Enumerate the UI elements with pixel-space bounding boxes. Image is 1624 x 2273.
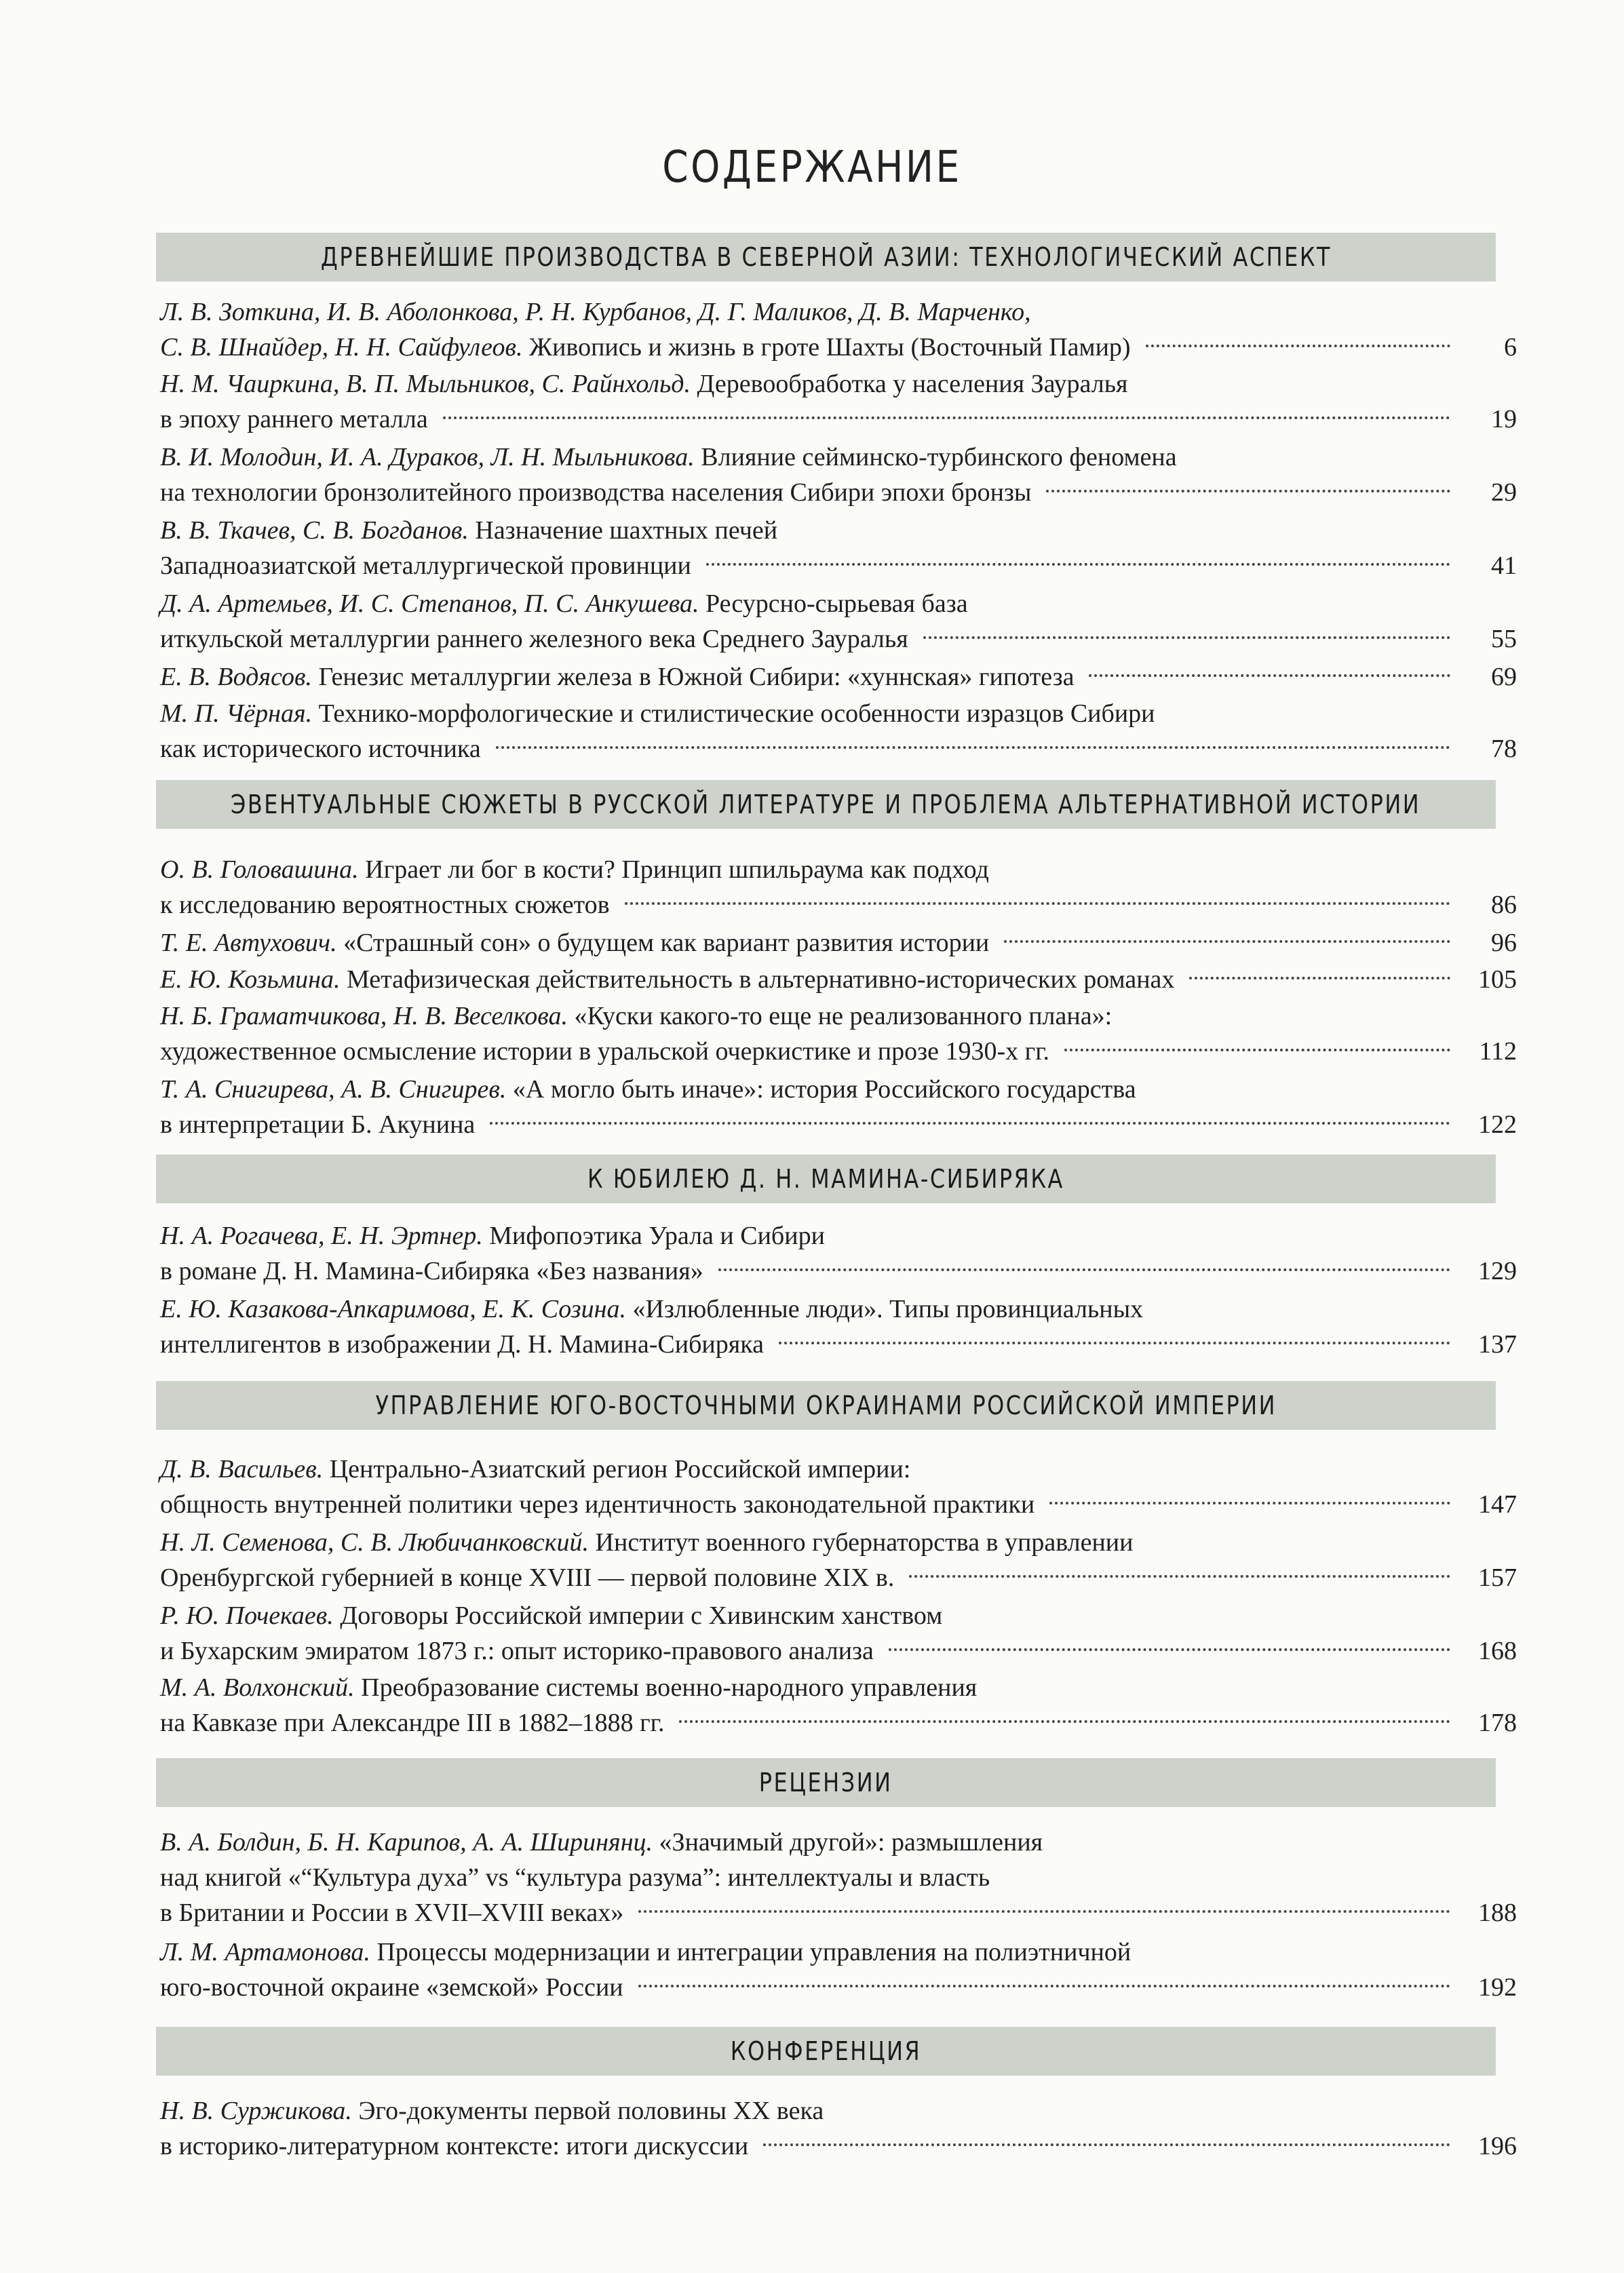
toc-entry[interactable]: [160, 1825, 1517, 1930]
page-number: 122: [1478, 1110, 1517, 1139]
entry-title: Назначение шахтных печей: [475, 516, 778, 545]
toc-entry[interactable]: [160, 2093, 1517, 2164]
entry-authors: Н. Б. Граматчикова, Н. В. Веселкова.: [160, 1002, 568, 1030]
entry-title: Эго-документы первой половины XX века: [358, 2097, 824, 2125]
entry-title: «Страшный сон» о будущем как вариант развития истории: [343, 929, 990, 957]
dot-leader: [779, 1342, 1450, 1344]
page-number: 192: [1478, 1973, 1517, 2002]
entry-title: и Бухарским эмиратом 1873 г.: опыт историко-правового анализа: [160, 1637, 874, 1665]
toc-entry[interactable]: [160, 925, 1517, 960]
dot-leader: [1189, 977, 1450, 979]
dot-leader: [706, 563, 1450, 566]
entry-authors: Н. М. Чаиркина, В. П. Мыльников, С. Райнхольд.: [160, 370, 691, 398]
page-number: 86: [1491, 891, 1517, 919]
dot-leader: [1064, 1049, 1450, 1051]
entry-title: Западноазиатской металлургической провинции: [160, 551, 691, 580]
entry-title: Преобразование системы военно-народного управления: [361, 1673, 978, 1702]
entry-authors: Л. М. Артамонова.: [160, 1938, 370, 1966]
entry-title: в Британии и России в XVII–XVIII веках»: [160, 1899, 624, 1927]
entry-title: Мифопоэтика Урала и Сибири: [489, 1222, 825, 1250]
entry-title: художественное осмысление истории в уральской очеркистике и прозе 1930-х гг.: [160, 1037, 1050, 1066]
entry-title: Договоры Российской империи с Хивинским ханством: [340, 1601, 943, 1630]
entry-authors: Т. Е. Автухович.: [160, 929, 337, 957]
dot-leader: [1004, 940, 1450, 943]
entry-title: в эпоху раннего металла: [160, 405, 428, 433]
entry-title: в интерпретации Б. Акунина: [160, 1110, 476, 1139]
toc-entry[interactable]: [160, 586, 1517, 657]
dot-leader: [638, 1910, 1450, 1913]
toc-entry[interactable]: [160, 696, 1517, 766]
entry-authors: Е. Ю. Казакова-Апкаримова, Е. К. Созина.: [160, 1295, 626, 1323]
entry-authors: Е. В. Водясов.: [160, 663, 312, 691]
page-number: 6: [1504, 333, 1517, 362]
entry-authors: В. В. Ткачев, С. В. Богданов.: [160, 516, 469, 545]
entry-authors: С. В. Шнайдер, Н. Н. Сайфулеов.: [160, 333, 523, 362]
toc-entry[interactable]: [160, 366, 1517, 437]
entry-title: в историко-литературном контексте: итоги дискуссии: [160, 2132, 749, 2160]
entry-title: Влияние сейминско-турбинского феномена: [701, 443, 1177, 471]
page-number: 105: [1478, 965, 1517, 994]
page-number: 96: [1491, 929, 1517, 957]
dot-leader: [625, 902, 1450, 905]
toc-entry[interactable]: [160, 1072, 1517, 1142]
entry-authors: М. П. Чёрная.: [160, 699, 313, 728]
dot-leader: [909, 1575, 1450, 1578]
entry-title: Генезис металлургии железа в Южной Сибири: «хуннская» гипотеза: [318, 663, 1075, 691]
page-number: 137: [1478, 1330, 1517, 1359]
entry-authors: М. А. Волхонский.: [160, 1673, 355, 1702]
toc-entry[interactable]: [160, 852, 1517, 922]
dot-leader: [1089, 674, 1450, 677]
entry-title: Оренбургской губернией в конце XVIII — первой половине XIX в.: [160, 1563, 895, 1592]
dot-leader: [1146, 345, 1450, 347]
toc-entry[interactable]: [160, 1598, 1517, 1669]
section-heading: ЭВЕНТУАЛЬНЫЕ СЮЖЕТЫ В РУССКОЙ ЛИТЕРАТУРЕ И ПРОБЛЕМА АЛЬТЕРНАТИВНОЙ ИСТОРИИ: [156, 780, 1496, 829]
section-heading: К ЮБИЛЕЮ Д. Н. МАМИНА-СИБИРЯКА: [156, 1154, 1496, 1203]
entry-authors: В. А. Болдин, Б. Н. Карипов, А. А. Ширинянц.: [160, 1828, 653, 1857]
entry-title: Живопись и жизнь в гроте Шахты (Восточный Памир): [529, 333, 1131, 362]
page-number: 19: [1491, 405, 1517, 433]
dot-leader: [679, 1720, 1450, 1723]
entry-title: интеллигентов в изображении Д. Н. Мамина-Сибиряка: [160, 1330, 764, 1359]
entry-authors: Р. Ю. Почекаев.: [160, 1601, 334, 1630]
toc-entry[interactable]: [160, 294, 1517, 365]
section-heading: ДРЕВНЕЙШИЕ ПРОИЗВОДСТВА В СЕВЕРНОЙ АЗИИ: ТЕХНОЛОГИЧЕСКИЙ АСПЕКТ: [156, 233, 1496, 281]
toc-entry[interactable]: [160, 513, 1517, 583]
entry-title: над книгой «“Культура духа” vs “культура разума”: интеллектуалы и власть: [160, 1863, 990, 1892]
entry-authors: О. В. Головашина.: [160, 855, 359, 884]
dot-leader: [889, 1648, 1450, 1651]
entry-title: «А могло быть иначе»: история Российского государства: [512, 1075, 1136, 1104]
entry-authors: Л. В. Зоткина, И. В. Аболонкова, Р. Н. Курбанов, Д. Г. Маликов, Д. В. Марченко,: [160, 298, 1031, 326]
entry-title: «Куски какого-то еще не реализованного плана»:: [574, 1002, 1113, 1030]
toc-entry[interactable]: [160, 1935, 1517, 2005]
entry-title: «Излюбленные люди». Типы провинциальных: [632, 1295, 1144, 1323]
entry-authors: Т. А. Снигирева, А. В. Снигирев.: [160, 1075, 507, 1104]
entry-title: общность внутренней политики через идентичность законодательной практики: [160, 1490, 1035, 1519]
entry-title: Центрально-Азиатский регион Российской империи:: [329, 1455, 911, 1483]
entry-authors: Д. А. Артемьев, И. С. Степанов, П. С. Анкушева.: [160, 589, 699, 618]
dot-leader: [443, 416, 1450, 419]
page-number: 168: [1478, 1637, 1517, 1665]
page-number: 147: [1478, 1490, 1517, 1519]
page-number: 78: [1491, 735, 1517, 763]
section-heading: КОНФЕРЕНЦИЯ: [156, 2027, 1496, 2076]
toc-entry[interactable]: [160, 1218, 1517, 1289]
page-number: 112: [1479, 1037, 1517, 1066]
section-heading: РЕЦЕНЗИИ: [156, 1758, 1496, 1807]
dot-leader: [763, 2143, 1450, 2146]
section-heading: УПРАВЛЕНИЕ ЮГО-ВОСТОЧНЫМИ ОКРАИНАМИ РОССИЙСКОЙ ИМПЕРИИ: [156, 1381, 1496, 1430]
page-number: 188: [1478, 1899, 1517, 1927]
page-number: 41: [1491, 551, 1517, 580]
entry-title: иткульской металлургии раннего железного века Среднего Зауралья: [160, 625, 908, 653]
dot-leader: [1046, 490, 1450, 492]
entry-title: как исторического источника: [160, 735, 481, 763]
page-number: 157: [1478, 1563, 1517, 1592]
dot-leader: [496, 746, 1450, 749]
page-title: СОДЕРЖАНИЕ: [662, 142, 962, 193]
entry-authors: Н. А. Рогачева, Е. Н. Эртнер.: [160, 1222, 483, 1250]
toc-entry[interactable]: [160, 440, 1517, 510]
page-number: 196: [1478, 2132, 1517, 2160]
entry-authors: Н. Л. Семенова, С. В. Любичанковский.: [160, 1528, 589, 1557]
toc-entry[interactable]: [160, 1525, 1517, 1595]
entry-title: «Значимый другой»: размышления: [659, 1828, 1043, 1857]
page-number: 29: [1491, 478, 1517, 507]
toc-entry[interactable]: [160, 1670, 1517, 1741]
toc-entry[interactable]: [160, 659, 1517, 695]
page-number: 129: [1478, 1257, 1517, 1285]
toc-entry[interactable]: [160, 1452, 1517, 1522]
toc-entry[interactable]: [160, 962, 1517, 997]
page-number: 69: [1491, 663, 1517, 691]
entry-title: Институт военного губернаторства в управлении: [595, 1528, 1134, 1557]
entry-title: Деревообработка у населения Зауралья: [697, 370, 1128, 398]
entry-title: Играет ли бог в кости? Принцип шпильраума как подход: [365, 855, 989, 884]
entry-title: Ресурсно-сырьевая база: [705, 589, 968, 618]
toc-entry[interactable]: [160, 1291, 1517, 1362]
dot-leader: [923, 636, 1450, 639]
dot-leader: [490, 1122, 1450, 1125]
entry-authors: В. И. Молодин, И. А. Дураков, Л. Н. Мыльникова.: [160, 443, 695, 471]
entry-title: на Кавказе при Александре III в 1882–1888 гг.: [160, 1709, 665, 1737]
toc-entry[interactable]: [160, 998, 1517, 1069]
entry-title: Метафизическая действительность в альтернативно-исторических романах: [346, 965, 1175, 994]
entry-authors: Д. В. Васильев.: [160, 1455, 324, 1483]
entry-title: юго-восточной окраине «земской» России: [160, 1973, 623, 2002]
dot-leader: [638, 1985, 1450, 1987]
page-number: 178: [1478, 1709, 1517, 1737]
entry-title: к исследованию вероятностных сюжетов: [160, 891, 610, 919]
entry-authors: Н. В. Суржикова.: [160, 2097, 352, 2125]
entry-title: в романе Д. Н. Мамина-Сибиряка «Без названия»: [160, 1257, 703, 1285]
entry-title: на технологии бронзолитейного производства населения Сибири эпохи бронзы: [160, 478, 1032, 507]
entry-authors: Е. Ю. Козьмина.: [160, 965, 341, 994]
entry-title: Технико-морфологические и стилистические особенности изразцов Сибири: [318, 699, 1155, 728]
page-number: 55: [1491, 625, 1517, 653]
dot-leader: [718, 1268, 1450, 1271]
entry-title: Процессы модернизации и интеграции управления на полиэтничной: [376, 1938, 1132, 1966]
dot-leader: [1049, 1502, 1450, 1504]
